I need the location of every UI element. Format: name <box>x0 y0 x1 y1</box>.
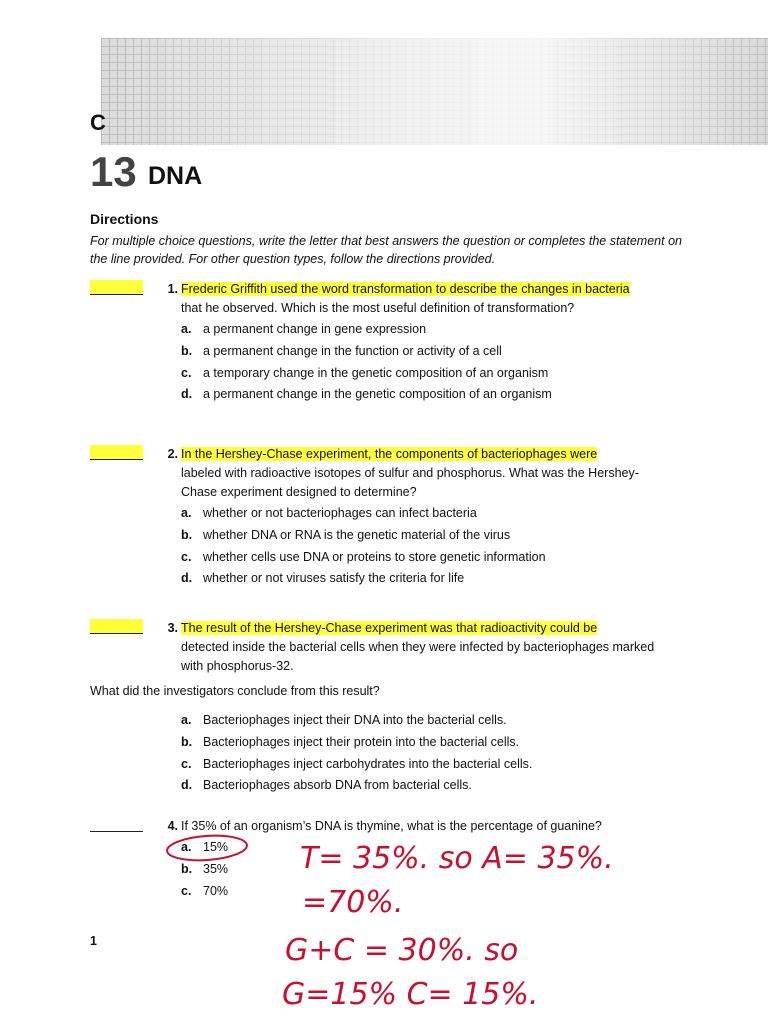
directions-text: For multiple choice questions, write the letter that best answers the question or completes the statement on the line provided. For other question types, follow the directions provided. <box>90 234 682 266</box>
choice-letter: d. <box>181 571 193 586</box>
question-number: 3. <box>167 621 178 635</box>
page-number: 1 <box>90 934 97 948</box>
choice-text: a temporary change in the genetic composition of an organism <box>203 365 549 380</box>
answer-blank[interactable] <box>90 619 143 634</box>
choice-text: whether DNA or RNA is the genetic material of the virus <box>203 527 511 542</box>
choice-letter: b. <box>181 343 193 358</box>
highlighted-stem: Frederic Griffith used the word transformation to describe the changes in bacteria <box>181 282 630 296</box>
stem-continuation: that he observed. Which is the most useful definition of transformation? <box>181 301 575 315</box>
question-stem <box>181 817 681 836</box>
choice-letter: d. <box>181 778 193 793</box>
chapter-label-fragment: C <box>90 110 106 135</box>
choice-letter: a. <box>181 840 192 854</box>
choice-letter: a. <box>181 713 192 727</box>
highlighted-stem: In the Hershey-Chase experiment, the components of bacteriophages were <box>181 447 598 461</box>
question-stem <box>181 445 651 502</box>
choice-text: Bacteriophages inject carbohydrates into the bacterial cells. <box>203 756 533 771</box>
choice-text: Bacteriophages inject their DNA into the bacterial cells. <box>203 713 507 727</box>
choice-text: 70% <box>203 883 229 898</box>
handwriting-line-3: G+C = 30%. so <box>285 933 519 968</box>
choice-letter: b. <box>181 734 193 749</box>
choice-text: whether or not viruses satisfy the criteria for life <box>203 571 465 586</box>
choice-text: whether or not bacteriophages can infect bacteria <box>203 506 477 520</box>
choice-text: a permanent change in the function or activity of a cell <box>203 343 502 358</box>
choice-text: Bacteriophages inject their protein into the bacterial cells. <box>203 734 520 749</box>
highlighted-stem: The result of the Hershey-Chase experiment was that radioactivity could be <box>181 621 598 635</box>
handwriting-line-2: =70%. <box>302 885 404 920</box>
choice-letter: b. <box>181 527 193 542</box>
header-grid-banner <box>101 38 768 145</box>
answer-blank[interactable] <box>90 280 143 295</box>
stem-continuation: labeled with radioactive isotopes of sulfur and phosphorus. What was the Hershey-Chase experiment designed to determine? <box>181 466 639 499</box>
choice-letter: b. <box>181 861 193 876</box>
answer-blank[interactable] <box>90 445 143 460</box>
question-number: 2. <box>167 447 178 461</box>
choice-text: 35% <box>203 861 229 876</box>
handwriting-line-1: T= 35%. so A= 35%. <box>300 841 614 876</box>
chapter-number: 13 <box>90 148 137 195</box>
stem-continuation: detected inside the bacterial cells when they were infected by bacteriophages marked with phosphorus-32. <box>181 640 655 673</box>
choice-text: a permanent change in gene expression <box>203 322 427 336</box>
question-number: 4. <box>167 819 178 833</box>
choice-text: 15% <box>203 840 229 854</box>
directions-heading: Directions <box>90 211 159 227</box>
question-stem <box>181 280 681 318</box>
choice-letter: a. <box>181 506 192 520</box>
choice-letter: d. <box>181 387 193 402</box>
question-stem <box>181 619 661 676</box>
question-number: 1. <box>167 282 178 296</box>
choice-text: whether cells use DNA or proteins to store genetic information <box>203 549 546 564</box>
chapter-title: DNA <box>148 162 203 190</box>
choice-text: a permanent change in the genetic composition of an organism <box>203 387 552 402</box>
question-3-followup: What did the investigators conclude from this result? <box>90 684 380 698</box>
stem-text: If 35% of an organism’s DNA is thymine, what is the percentage of guanine? <box>181 819 602 833</box>
choice-letter: a. <box>181 322 192 336</box>
choice-letter: c. <box>181 756 192 771</box>
handwriting-line-4: G=15% C= 15%. <box>282 977 539 1012</box>
choice-text: Bacteriophages absorb DNA from bacterial cells. <box>203 778 472 793</box>
answer-blank[interactable] <box>90 817 143 832</box>
choice-letter: c. <box>181 549 192 564</box>
choice-letter: c. <box>181 883 192 898</box>
choice-letter: c. <box>181 365 192 380</box>
